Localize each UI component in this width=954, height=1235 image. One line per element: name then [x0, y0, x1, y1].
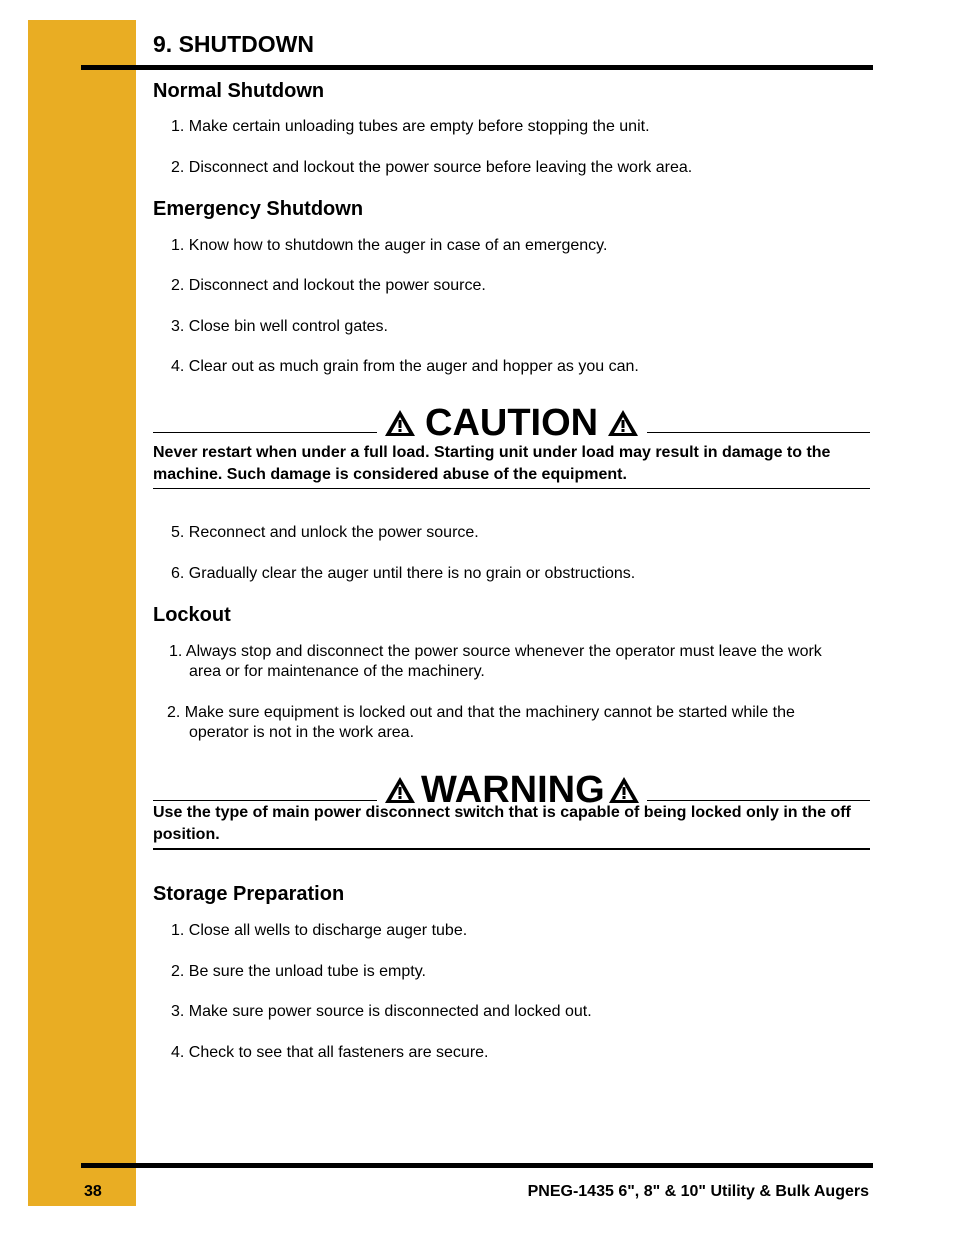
- caution-word: CAUTION: [425, 402, 599, 444]
- side-color-bar: [28, 20, 136, 1206]
- lockout-item-2-line-2: operator is not in the work area.: [189, 724, 415, 741]
- warning-right-rule: [647, 800, 870, 801]
- warning-triangle-icon: [607, 775, 641, 805]
- lockout-item-2-line-1: 2. Make sure equipment is locked out and that the machinery cannot be started while the: [167, 704, 795, 721]
- storage-preparation-heading: Storage Preparation: [153, 883, 345, 905]
- header-rule: [81, 65, 873, 70]
- storage-item-2: 2. Be sure the unload tube is empty.: [171, 963, 426, 980]
- warning-text: Use the type of main power disconnect switch that is capable of being locked only in the off position.: [153, 804, 851, 843]
- warning-left-rule: [153, 800, 377, 801]
- normal-shutdown-item-1: 1. Make certain unloading tubes are empty before stopping the unit.: [171, 118, 650, 135]
- normal-shutdown-heading: Normal Shutdown: [153, 80, 325, 102]
- emergency-shutdown-item-4: 4. Clear out as much grain from the auger and hopper as you can.: [171, 358, 639, 375]
- emergency-shutdown-item-6: 6. Gradually clear the auger until there is no grain or obstructions.: [171, 565, 636, 582]
- caution-text: Never restart when under a full load. Starting unit under load may result in damage to the machine. Such damage is considered abuse of the equipment.: [153, 444, 831, 483]
- document-title: PNEG-1435 6", 8" & 10" Utility & Bulk Augers: [527, 1183, 869, 1200]
- emergency-shutdown-heading: Emergency Shutdown: [153, 198, 364, 220]
- page-number: 38: [84, 1183, 102, 1200]
- caution-right-rule: [647, 432, 870, 433]
- storage-item-3: 3. Make sure power source is disconnected and locked out.: [171, 1003, 592, 1020]
- caution-heading: [383, 403, 640, 443]
- emergency-shutdown-item-5: 5. Reconnect and unlock the power source.: [171, 524, 479, 541]
- emergency-shutdown-item-1: 1. Know how to shutdown the auger in case of an emergency.: [171, 237, 608, 254]
- storage-item-1: 1. Close all wells to discharge auger tube.: [171, 922, 468, 939]
- lockout-item-1-line-2: area or for maintenance of the machinery.: [189, 663, 485, 680]
- storage-item-4: 4. Check to see that all fasteners are secure.: [171, 1044, 489, 1061]
- lockout-item-1-line-1: 1. Always stop and disconnect the power source whenever the operator must leave the work: [169, 643, 822, 660]
- emergency-shutdown-item-3: 3. Close bin well control gates.: [171, 318, 388, 335]
- lockout-heading: Lockout: [153, 604, 231, 626]
- emergency-shutdown-item-2: 2. Disconnect and lockout the power source.: [171, 277, 486, 294]
- warning-triangle-icon: [383, 775, 417, 805]
- footer-rule: [81, 1163, 873, 1168]
- caution-bottom-rule: [153, 488, 870, 489]
- warning-word: WARNING: [421, 769, 605, 811]
- normal-shutdown-item-2: 2. Disconnect and lockout the power source before leaving the work area.: [171, 159, 693, 176]
- warning-bottom-rule: [153, 848, 870, 850]
- warning-triangle-icon: [383, 408, 417, 438]
- warning-triangle-icon: [606, 408, 640, 438]
- section-title: 9. SHUTDOWN: [153, 31, 314, 57]
- caution-left-rule: [153, 432, 377, 433]
